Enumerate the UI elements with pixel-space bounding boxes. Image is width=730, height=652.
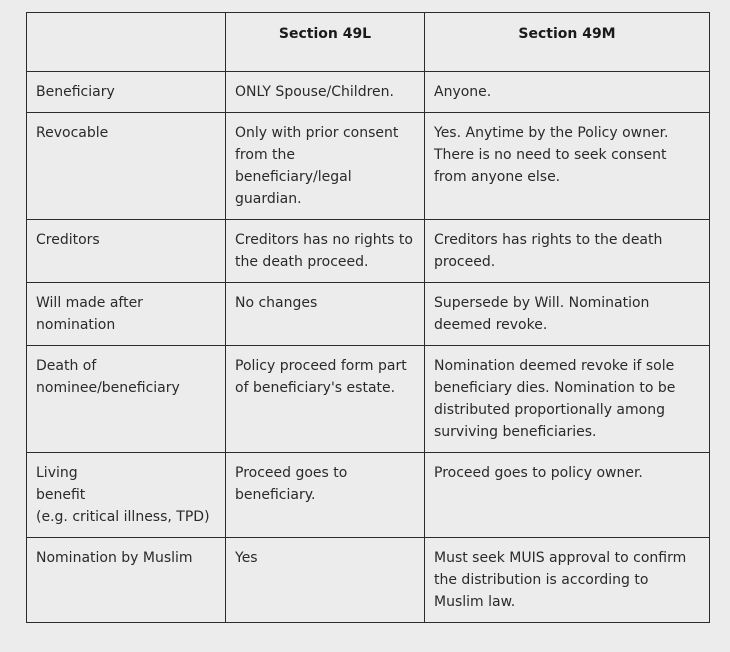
table-row bbox=[27, 72, 710, 113]
row-label-cell bbox=[27, 72, 226, 113]
cell-text-line: Proceed goes to bbox=[235, 465, 348, 481]
cell-text-line: Muslim law. bbox=[434, 594, 516, 610]
cell-text-line: proceed. bbox=[434, 254, 496, 270]
cell-text-line: the distribution is according to bbox=[434, 572, 649, 588]
cell-text-line: benefit bbox=[36, 487, 86, 503]
cell-text-line: Yes. Anytime by the Policy owner. bbox=[434, 125, 669, 141]
cell-text-line: deemed revoke. bbox=[434, 317, 548, 333]
cell-text-line: beneficiary dies. Nomination to be bbox=[434, 380, 676, 396]
table-row bbox=[27, 538, 710, 623]
cell-text-line: There is no need to seek consent bbox=[434, 147, 667, 163]
cell-text-line: of beneficiary's estate. bbox=[235, 380, 396, 396]
cell-text-line: Must seek MUIS approval to confirm bbox=[434, 550, 687, 566]
comparison-table bbox=[26, 12, 710, 623]
section-49l-cell bbox=[226, 538, 425, 623]
cell-text-line: Supersede by Will. Nomination bbox=[434, 295, 650, 311]
cell-text-line: Yes bbox=[235, 550, 258, 566]
table-body bbox=[27, 72, 710, 623]
cell-text-line: Death of bbox=[36, 358, 97, 374]
cell-text-line: beneficiary/legal bbox=[235, 169, 352, 185]
row-label-cell bbox=[27, 113, 226, 220]
row-label-cell bbox=[27, 220, 226, 283]
cell-text-line: surviving beneficiaries. bbox=[434, 424, 597, 440]
section-49l-cell bbox=[226, 453, 425, 538]
cell-text-line: Nomination deemed revoke if sole bbox=[434, 358, 675, 374]
section-49m-cell bbox=[425, 220, 710, 283]
section-49m-cell bbox=[425, 72, 710, 113]
cell-text-line: Proceed goes to policy owner. bbox=[434, 465, 643, 481]
cell-text-line: Beneficiary bbox=[36, 84, 115, 100]
cell-text-line: Policy proceed form part bbox=[235, 358, 407, 374]
cell-text-line: (e.g. critical illness, TPD) bbox=[36, 509, 210, 525]
header-section-49m: Section 49M bbox=[425, 13, 710, 72]
table-row bbox=[27, 283, 710, 346]
cell-text-line: distributed proportionally among bbox=[434, 402, 665, 418]
section-49m-cell bbox=[425, 346, 710, 453]
header-row bbox=[27, 13, 710, 72]
section-49l-cell bbox=[226, 72, 425, 113]
cell-text-line: No changes bbox=[235, 295, 318, 311]
cell-text-line: Creditors has rights to the death bbox=[434, 232, 663, 248]
cell-text-line: Only with prior consent bbox=[235, 125, 399, 141]
section-49m-cell bbox=[425, 283, 710, 346]
row-label-cell bbox=[27, 283, 226, 346]
cell-text-line: nomination bbox=[36, 317, 116, 333]
cell-text-line: Creditors has no rights to bbox=[235, 232, 413, 248]
row-label-cell bbox=[27, 453, 226, 538]
cell-text-line: from anyone else. bbox=[434, 169, 561, 185]
section-49m-cell bbox=[425, 113, 710, 220]
cell-text-line: ONLY Spouse/Children. bbox=[235, 84, 394, 100]
section-49l-cell bbox=[226, 113, 425, 220]
row-label-cell bbox=[27, 346, 226, 453]
cell-text-line: Will made after bbox=[36, 295, 143, 311]
cell-text-line: Nomination by Muslim bbox=[36, 550, 193, 566]
table-row bbox=[27, 346, 710, 453]
table-row bbox=[27, 113, 710, 220]
cell-text-line: Anyone. bbox=[434, 84, 492, 100]
header-section-49l: Section 49L bbox=[226, 13, 425, 72]
cell-text-line: from the bbox=[235, 147, 296, 163]
cell-text-line: nominee/beneficiary bbox=[36, 380, 180, 396]
section-49m-cell bbox=[425, 538, 710, 623]
cell-text-line: Living bbox=[36, 465, 78, 481]
cell-text-line: the death proceed. bbox=[235, 254, 369, 270]
row-label-cell bbox=[27, 538, 226, 623]
section-49m-cell bbox=[425, 453, 710, 538]
table-row bbox=[27, 220, 710, 283]
header-empty-cell bbox=[27, 13, 226, 72]
table-row bbox=[27, 453, 710, 538]
section-49l-cell bbox=[226, 283, 425, 346]
cell-text-line: guardian. bbox=[235, 191, 302, 207]
cell-text-line: beneficiary. bbox=[235, 487, 316, 503]
cell-text-line: Creditors bbox=[36, 232, 100, 248]
section-49l-cell bbox=[226, 346, 425, 453]
cell-text-line: Revocable bbox=[36, 125, 109, 141]
section-49l-cell bbox=[226, 220, 425, 283]
